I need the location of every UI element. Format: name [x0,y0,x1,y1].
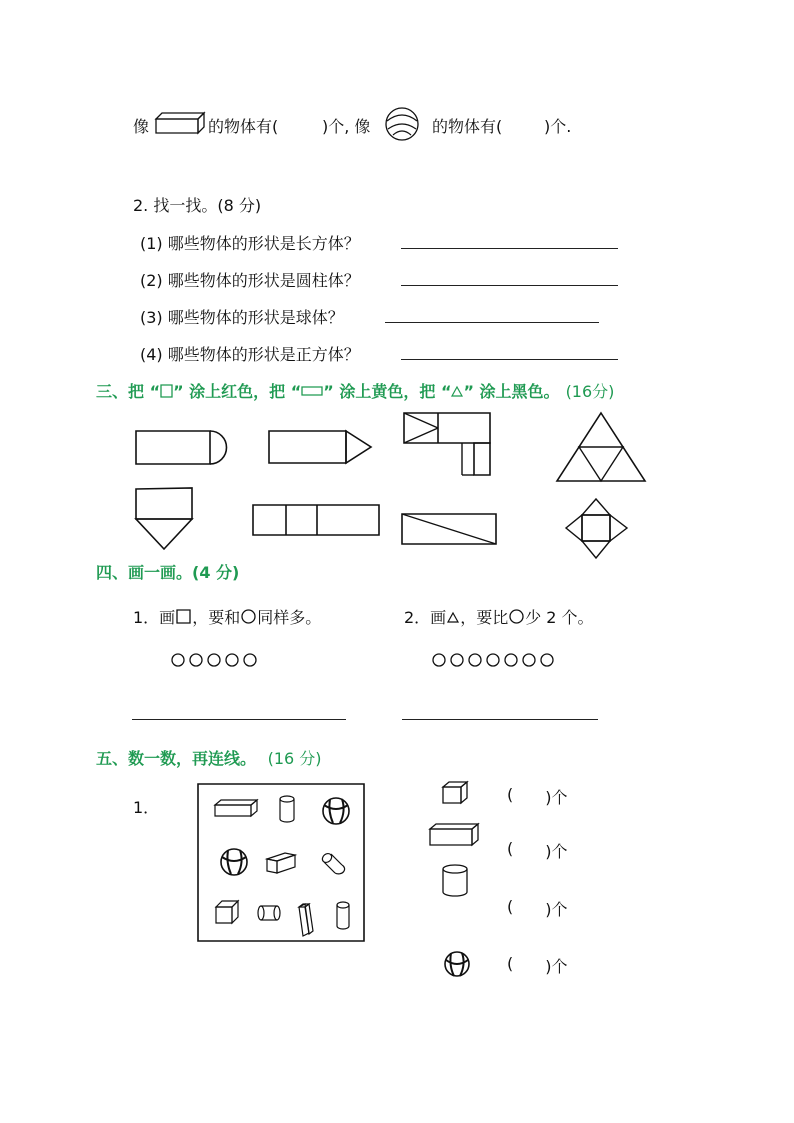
section4-title: 四、画一画。(4 分) [96,563,240,582]
circle-row-7 [432,652,562,668]
cube-icon [441,781,469,805]
answer-cuboid[interactable] [507,839,568,862]
answer-open-paren: ( [507,897,514,916]
intro-text-1: 像 [133,117,150,136]
section2-q3: (3) 哪些物体的形状是球体？ [140,308,344,327]
section4-q2 [404,605,594,628]
circle-icon [541,654,553,666]
answer-line-q3[interactable] [385,322,599,323]
answer-line-q4[interactable] [401,359,618,360]
objects-box [197,783,365,943]
circle-icon [172,654,184,666]
section4-q2-text-2: ，要比 [460,608,509,627]
section3-text-1: 三、把 “ [96,382,161,401]
section3-text-3: ” 涂上黄色，把 “ [323,382,452,401]
section4-q1 [133,605,321,628]
answer-line-q2[interactable] [401,285,618,286]
answer-close-label: )个 [545,900,568,919]
circle-icon [487,654,499,666]
cuboid-object [215,800,257,816]
answer-ball[interactable] [507,954,568,977]
figure-star-square[interactable] [564,497,630,561]
answer-cylinder[interactable] [507,897,568,920]
section5-title-text: 五、数一数，再连线。 [96,749,257,768]
figure-rect-diagonal[interactable] [400,512,498,546]
cylinder-object [280,796,294,822]
figure-triangle-split[interactable] [554,411,648,483]
section4-q1-text-1: 1．画 [133,608,176,627]
circle-icon [190,654,202,666]
intro-text-2: 的物体有( [208,117,279,136]
triangle-icon [451,385,463,397]
circle-icon [241,609,256,624]
figure-house-down[interactable] [134,486,196,552]
cylinder-object [258,906,280,920]
answer-open-paren: ( [507,839,514,858]
cylinder-icon [440,863,470,899]
section2-title: 2. 找一找。(8 分) [133,196,262,215]
intro-text-4: 的物体有( [432,117,503,136]
section3-title [96,379,614,402]
section4-q2-text-1: 2．画 [404,608,447,627]
answer-open-paren: ( [507,954,514,973]
ball-object [221,849,247,875]
section5-points: (16 分) [267,749,322,768]
cuboid-icon [428,822,480,848]
figure-pencil[interactable] [267,428,375,466]
section5-item-number: 1． [133,798,160,817]
cylinder-object [337,902,349,929]
figure-rect-semicircle[interactable] [135,429,229,467]
section2-q4: (4) 哪些物体的形状是正方体？ [140,345,360,364]
figure-three-rects[interactable] [251,503,381,537]
rectangle-icon [301,385,323,397]
draw-line-q2[interactable] [402,719,598,720]
circle-icon [433,654,445,666]
square-icon [160,384,173,398]
answer-close-label: )个 [545,957,568,976]
ball-icon [384,107,420,141]
section3-text-2: ” 涂上红色，把 “ [173,382,302,401]
square-icon [176,609,191,624]
tall-cuboid-object [299,904,313,936]
draw-line-q1[interactable] [132,719,346,720]
answer-line-q1[interactable] [401,248,618,249]
answer-close-label: )个 [545,842,568,861]
cuboid-object [267,853,295,873]
answer-open-paren: ( [507,785,514,804]
section2-q2: (2) 哪些物体的形状是圆柱体？ [140,271,360,290]
intro-text-5: )个. [544,117,572,136]
triangle-icon [447,611,459,623]
circle-icon [208,654,220,666]
section5-title [96,746,322,769]
answer-close-label: )个 [545,788,568,807]
circle-icon [244,654,256,666]
ball-icon [443,950,471,978]
figure-composite-squares[interactable] [402,411,494,481]
section4-q1-text-3: 同样多。 [257,608,322,627]
circle-icon [226,654,238,666]
section4-q1-text-2: ，要和 [192,608,241,627]
answer-cube[interactable] [507,785,568,808]
section3-text-4: ” 涂上黑色。 [463,382,560,401]
intro-text-3: )个, 像 [322,117,371,136]
circle-row-5 [171,652,265,668]
circle-icon [451,654,463,666]
section2-q1: (1) 哪些物体的形状是长方体？ [140,234,360,253]
ball-object [323,798,349,824]
circle-icon [505,654,517,666]
section3-points: (16分) [565,382,615,401]
section4-q2-text-3: 少 2 个。 [525,608,594,627]
circle-icon [469,654,481,666]
cylinder-object [321,852,345,874]
cuboid-icon [154,111,206,135]
circle-icon [509,609,524,624]
circle-icon [523,654,535,666]
cube-object [216,901,238,923]
